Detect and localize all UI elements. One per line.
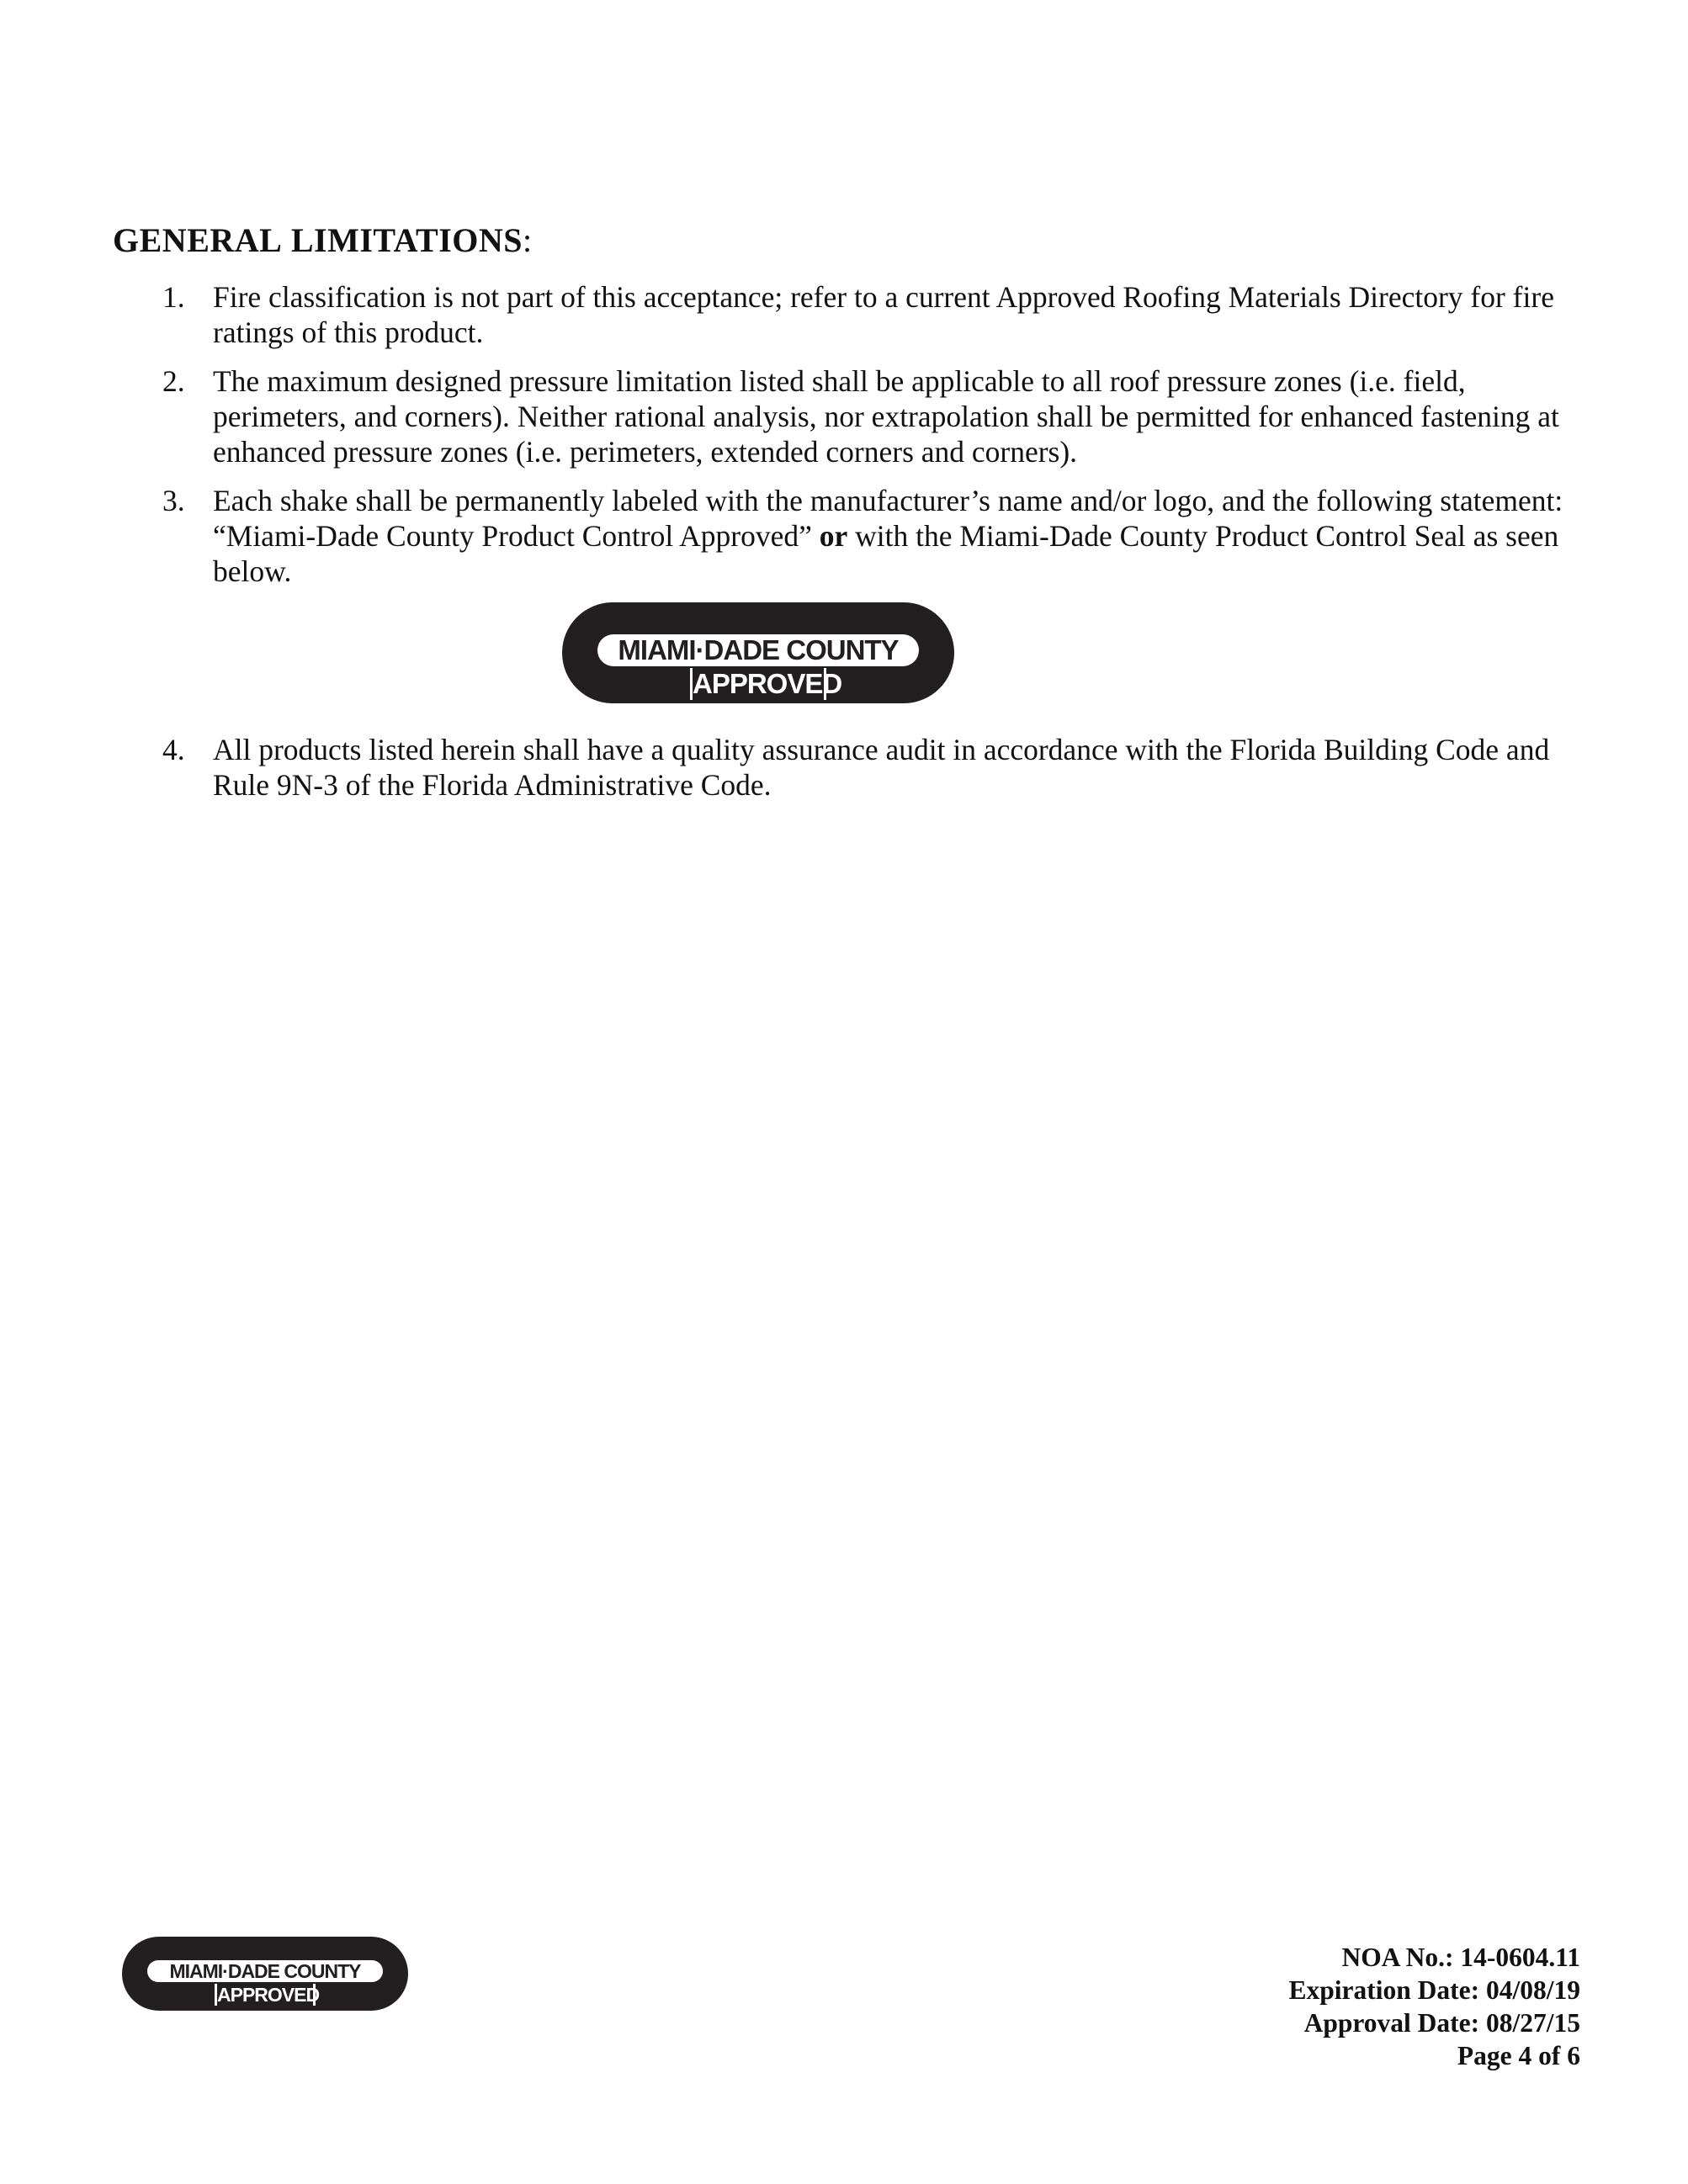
page-number: Page 4 of 6 bbox=[1457, 2041, 1580, 2070]
list-item-text: The maximum designed pressure limitation listed shall be applicable to all roof pressure zones (i.e. field, perimeters, and corners). Neither rational analysis, nor extrapolation shall be permitted for enhanced fastening at enhanced pressure zones (i.e. perimeters, extended corners and corners). bbox=[213, 364, 1559, 469]
miami-dade-approved-seal bbox=[562, 602, 954, 703]
list-item bbox=[0, 279, 1584, 350]
list-item-text: All products listed herein shall have a quality assurance audit in accordance with the Florida Building Code and Rule 9N-3 of the Florida Administrative Code. bbox=[213, 733, 1550, 802]
list-item bbox=[0, 363, 1584, 469]
footer-seal-county-text: MIAMI·DADE COUNTY bbox=[147, 1960, 383, 1982]
footer-seal-logo bbox=[122, 1937, 408, 2011]
approval-date: Approval Date: 08/27/15 bbox=[1303, 2008, 1580, 2038]
seal-container bbox=[0, 602, 1688, 720]
limitations-list bbox=[0, 279, 1688, 816]
list-item-number: 1. bbox=[162, 280, 185, 314]
expiration-date: Expiration Date: 04/08/19 bbox=[1288, 1975, 1580, 2005]
heading-rest-general: ENERAL bbox=[139, 221, 283, 259]
footer-seal-approved-text: APPROVED bbox=[215, 1984, 316, 2006]
noa-number: NOA No.: 14-0604.11 bbox=[1341, 1943, 1580, 1972]
heading-rest-limitations: IMITATIONS bbox=[314, 221, 523, 259]
list-item-bold-or: or bbox=[819, 519, 848, 553]
list-item-number: 2. bbox=[162, 364, 185, 398]
list-item bbox=[0, 483, 1584, 589]
list-item-number: 4. bbox=[162, 733, 185, 766]
list-item-text: Fire classification is not part of this acceptance; refer to a current Approved Roofing Materials Directory for fire ratings of this product. bbox=[213, 280, 1554, 349]
heading-initial-l: L bbox=[290, 221, 315, 259]
footer-info bbox=[1289, 1941, 1581, 2072]
list-item-number: 3. bbox=[162, 484, 185, 517]
list-item-text-continued: with the Miami-Dade County Product Control Seal as seen below. bbox=[213, 519, 1559, 588]
section-heading bbox=[113, 220, 533, 260]
list-item bbox=[0, 732, 1584, 803]
heading-colon: : bbox=[523, 221, 533, 259]
list-item-text: Each shake shall be permanently labeled with the manufacturer’s name and/or logo, and the following statement: “Miami-Dade County Product Control Approved” bbox=[213, 484, 1563, 553]
heading-initial-g: G bbox=[113, 221, 140, 259]
seal-county-text: MIAMI·DADE COUNTY bbox=[597, 634, 919, 666]
seal-approved-text: APPROVED bbox=[690, 668, 826, 700]
